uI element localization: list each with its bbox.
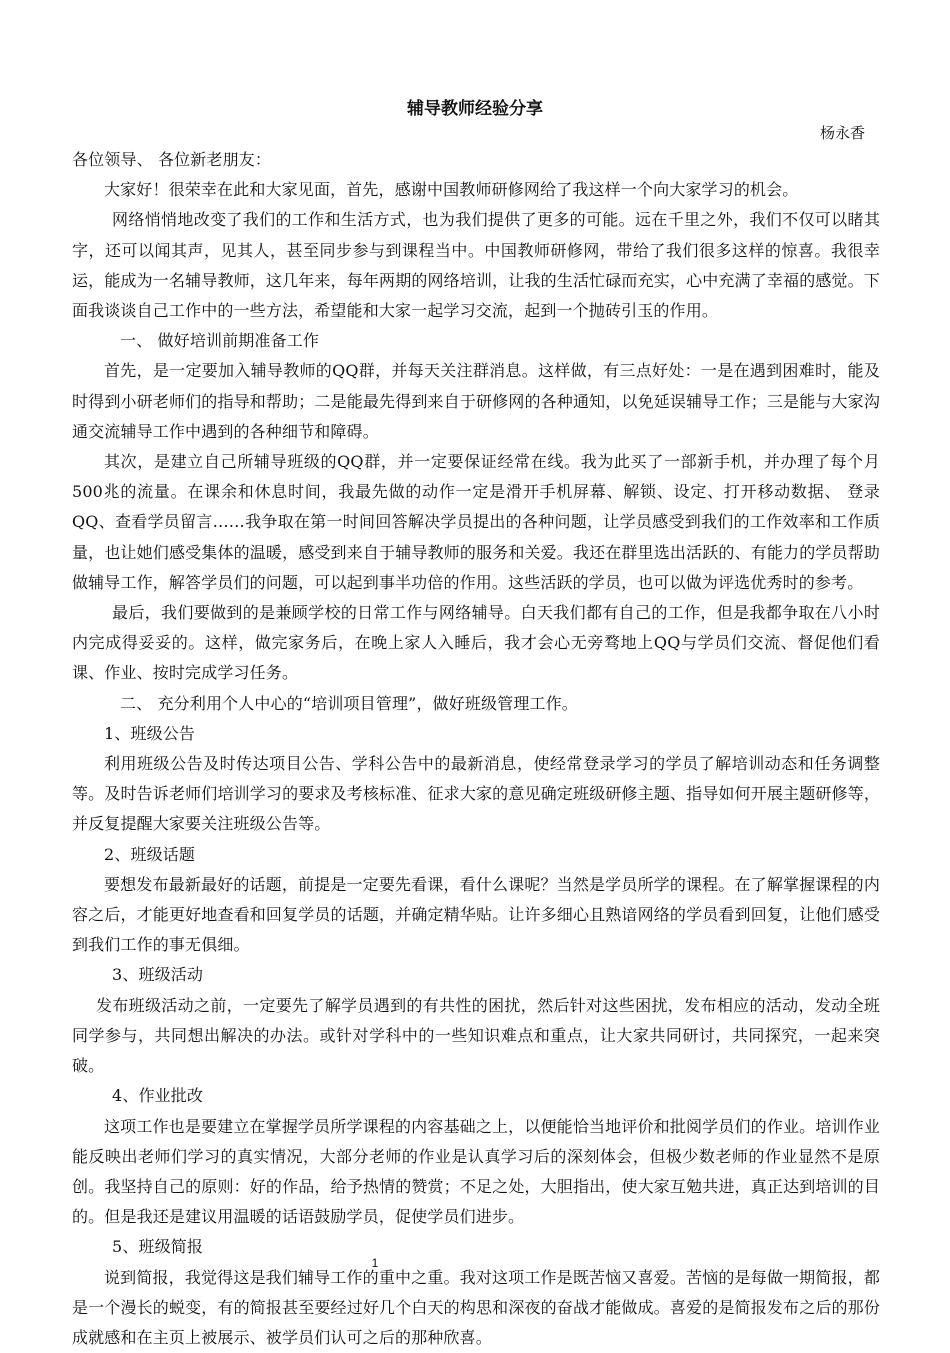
- body-paragraph: 要想发布最新最好的话题，前提是一定要先看课，看什么课呢？当然是学员所学的课程。在了解掌握课程的内容之后，才能更好地查看和回复学员的话题，并确定精华贴。让许多细心且熟谙网络的学员看到回复，让他们感受到我们工作的事无俱细。: [72, 874, 880, 955]
- section-heading: 一、 做好培训前期准备工作: [120, 331, 320, 351]
- subsection-heading: 5、班级简报: [112, 1237, 204, 1257]
- subsection-heading: 1、班级公告: [104, 723, 196, 743]
- document-title: 辅导教师经验分享: [407, 99, 543, 119]
- document-body: [72, 145, 880, 1353]
- subsection-heading: 3、班级活动: [112, 965, 204, 985]
- body-paragraph: 发布班级活动之前，一定要先了解学员遇到的有共性的困扰，然后针对这些困扰，发布相应的活动，发动全班同学参与，共同想出解决的办法。或针对学科中的一些知识难点和重点，让大家共同研讨，共同探究，一起来突破。: [72, 995, 880, 1076]
- body-paragraph: 利用班级公告及时传达项目公告、学科公告中的最新消息，使经常登录学习的学员了解培训动态和任务调整等。及时告诉老师们培训学习的要求及考核标准、征求大家的意见确定班级研修主题、指导如何开展主题研修等，并反复提醒大家要关注班级公告等。: [72, 754, 880, 834]
- body-paragraph: 其次，是建立自己所辅导班级的QQ群，并一定要保证经常在线。我为此买了一部新手机，并办理了每个月500兆的流量。在课余和休息时间，我最先做的动作一定是滑开手机屏幕、解锁、设定、打开移动数据、 登录QQ、查看学员留言……我争取在第一时间回答解决学员提出的各种问题，让学员感受到我们的工作效率和工作质量，也让她们感受集体的温暖，感受到来自于辅导教师的服务和关爱。我还在群里选出活跃的、有能力的学员帮助做辅导工作，解答学员们的问题，可以起到事半功倍的作用。这些活跃的学员，也可以做为评选优秀时的参考。: [72, 452, 880, 592]
- body-paragraph: 这项工作也是要建立在掌握学员所学课程的内容基础之上，以便能恰当地评价和批阅学员们的作业。培训作业能反映出老师们学习的真实情况，大部分老师的作业是认真学习后的深刻体会，但极少数老师的作业显然不是原创。我坚持自己的原则：好的作品，给予热情的赞赏；不足之处，大胆指出，使大家互勉共进，真正达到培训的目的。但是我还是建议用温暖的话语鼓励学员，促使学员们进步。: [72, 1116, 880, 1227]
- author-name: 杨永香: [820, 124, 866, 142]
- body-paragraph: 说到简报，我觉得这是我们辅导工作的重中之重。我对这项工作是既苦恼又喜爱。苦恼的是每做一期简报，都是一个漫长的蜕变，有的简报甚至要经过好几个白天的构思和深夜的奋战才能做成。喜爱的是简报发布之后的那份成就感和在主页上被展示、被学员们认可之后的那种欣喜。: [72, 1267, 880, 1347]
- body-paragraph: 大家好！很荣幸在此和大家见面，首先，感谢中国教师研修网给了我这样一个向大家学习的机会。: [104, 180, 799, 200]
- subsection-heading: 4、作业批改: [112, 1086, 204, 1106]
- body-paragraph: 网络悄悄地改变了我们的工作和生活方式，也为我们提供了更多的可能。远在千里之外，我们不仅可以睹其字，还可以闻其声，见其人，甚至同步参与到课程当中。中国教师研修网，带给了我们很多这样的惊喜。我很幸运，能成为一名辅导教师，这几年来，每年两期的网络培训，让我的生活忙碌而充实，心中充满了幸福的感觉。下面我谈谈自己工作中的一些方法，希望能和大家一起学习交流，起到一个抛砖引玉的作用。: [72, 210, 880, 321]
- section-heading: 二、 充分利用个人中心的“培训项目管理”，做好班级管理工作。: [120, 693, 578, 713]
- body-paragraph: 最后，我们要做到的是兼顾学校的日常工作与网络辅导。白天我们都有自己的工作，但是我都争取在八小时内完成得妥妥的。这样，做完家务后，在晚上家人入睡后，我才会心无旁骛地上QQ与学员们交流、督促他们看课、作业、按时完成学习任务。: [72, 603, 880, 683]
- page-number: 1: [371, 1256, 379, 1270]
- body-paragraph: 首先，是一定要加入辅导教师的QQ群，并每天关注群消息。这样做，有三点好处：一是在遇到困难时，能及时得到小研老师们的指导和帮助；二是能最先得到来自于研修网的各种通知，以免延误辅导工作；三是能与大家沟通交流辅导工作中遇到的各种细节和障碍。: [72, 361, 880, 441]
- greeting: 各位领导、 各位新老朋友：: [72, 150, 272, 169]
- subsection-heading: 2、班级话题: [104, 844, 196, 864]
